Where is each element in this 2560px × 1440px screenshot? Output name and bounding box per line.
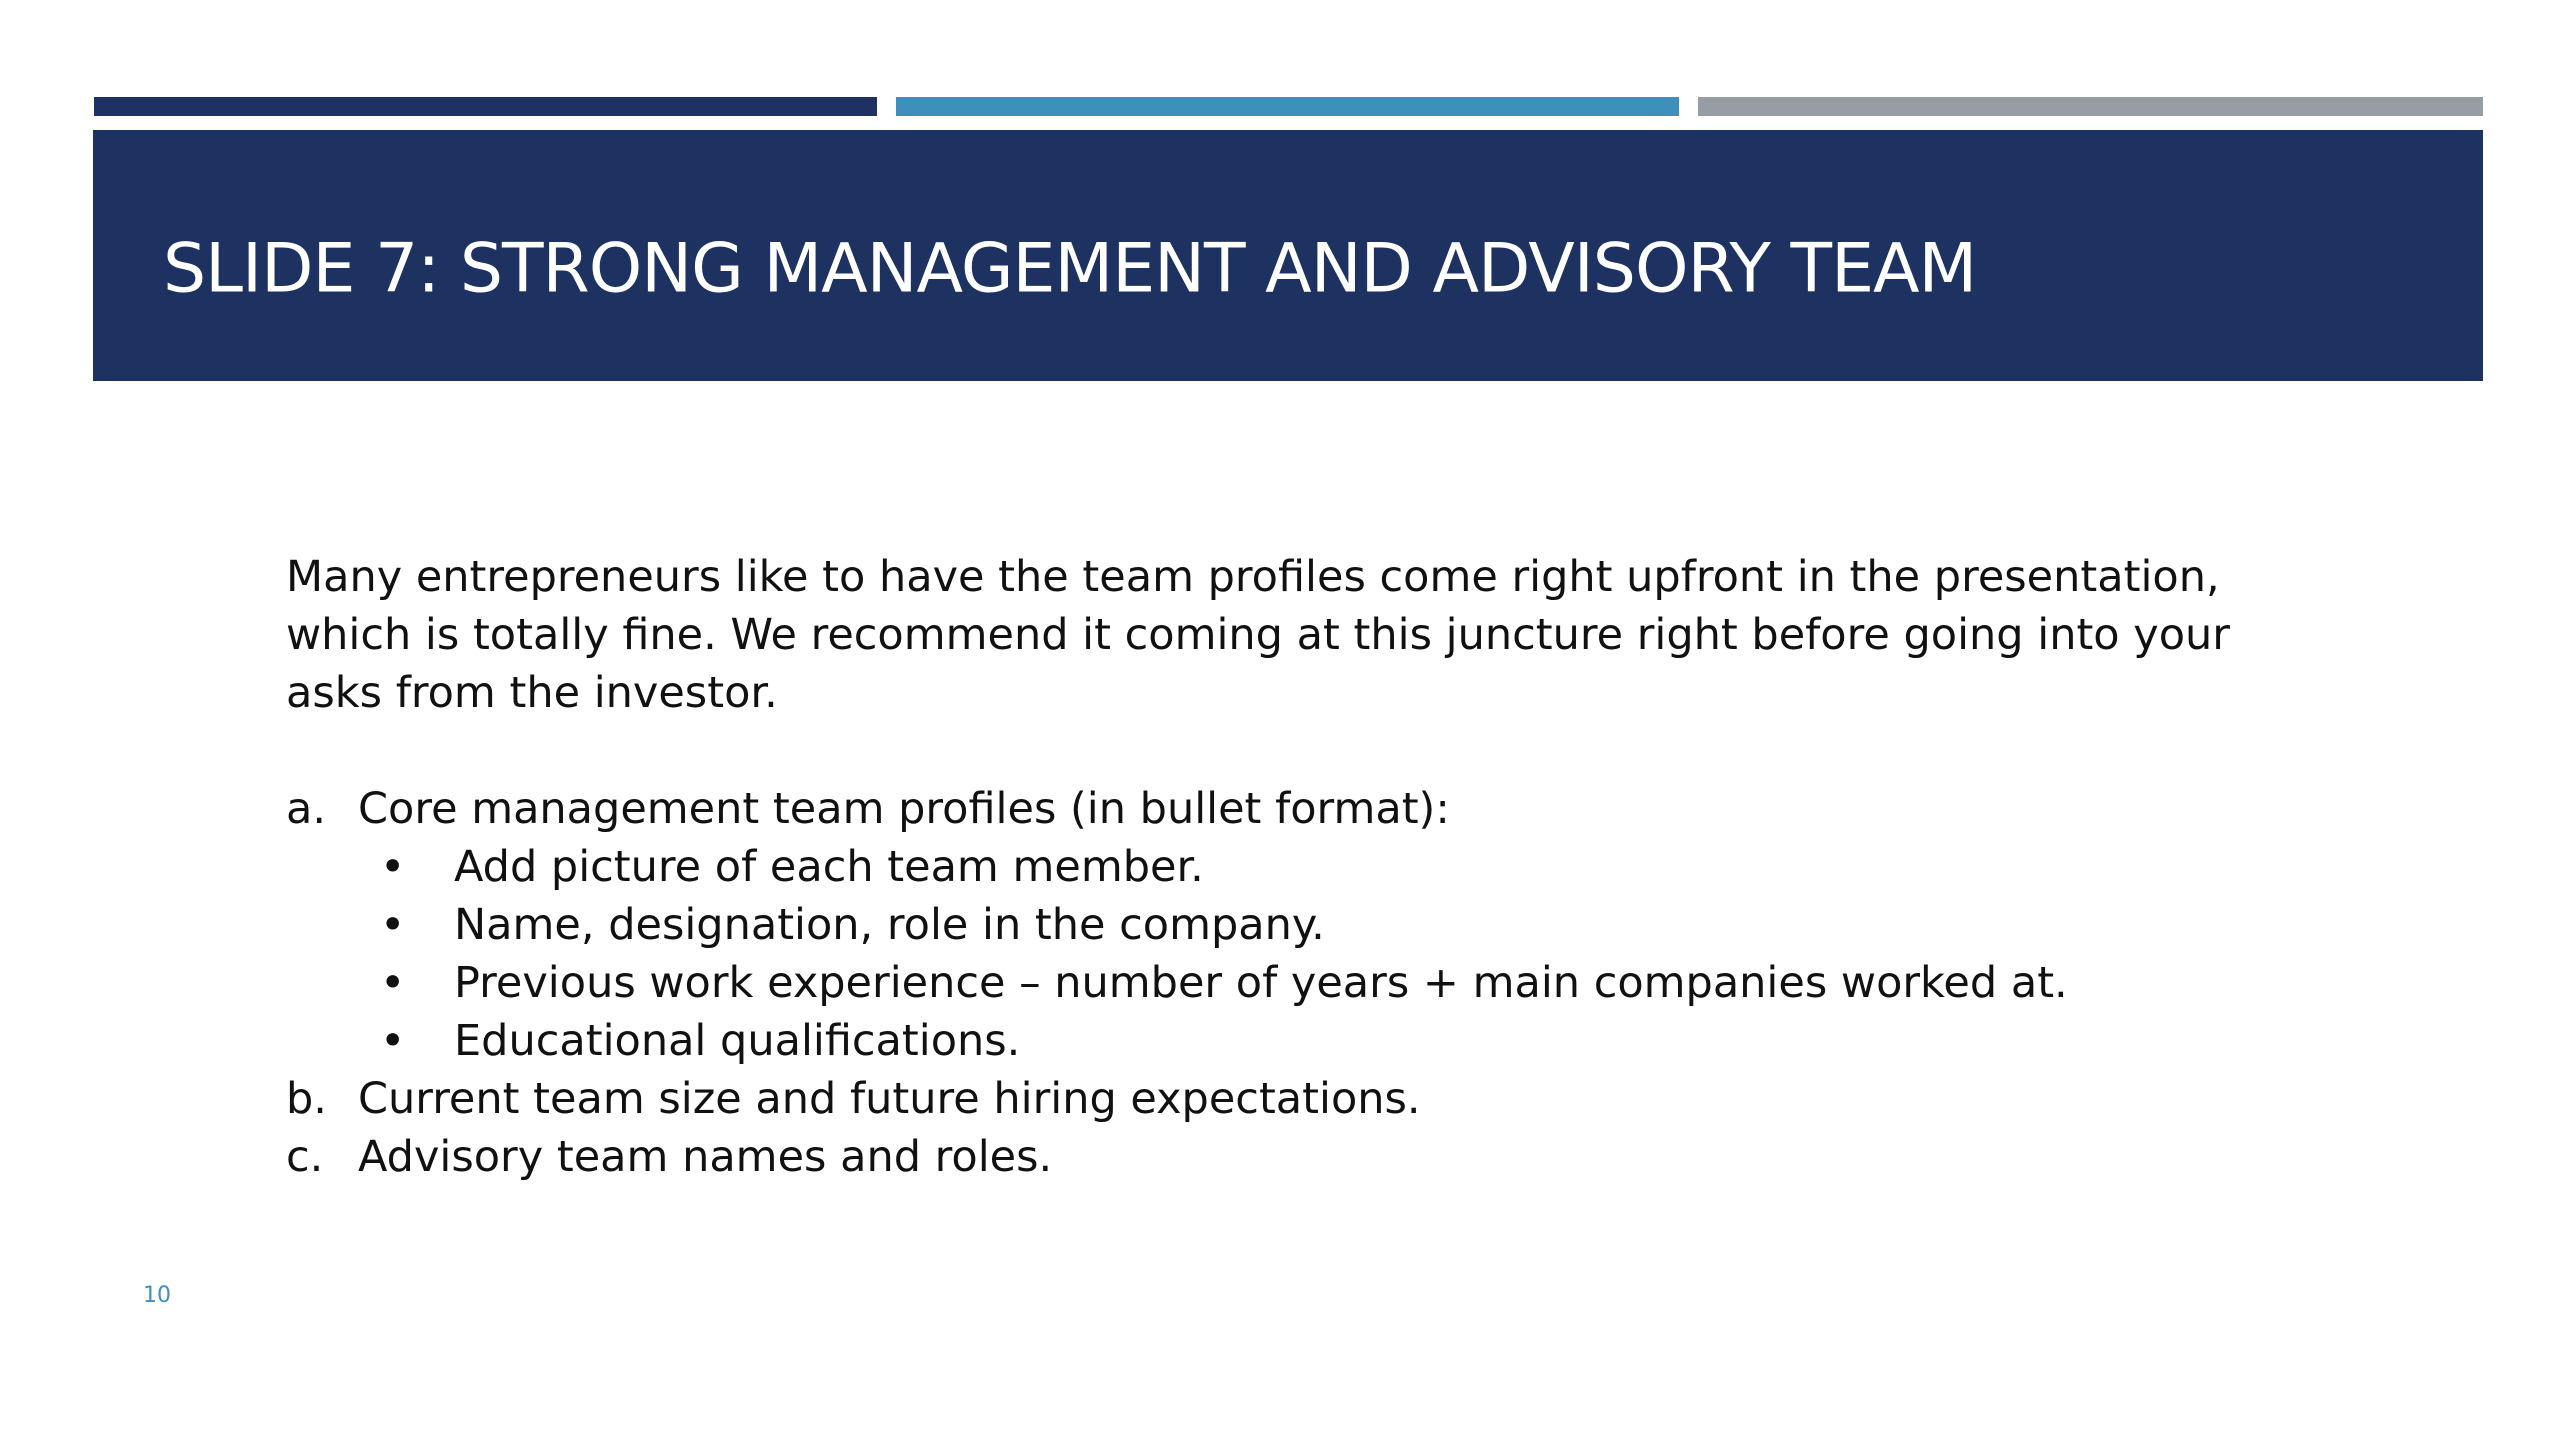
sub-bullet-item xyxy=(358,838,2286,896)
title-band xyxy=(93,130,2483,381)
bullet-icon: • xyxy=(380,958,406,1008)
list-item-c-text: Advisory team names and roles. xyxy=(358,1132,1053,1182)
list-item-c xyxy=(286,1128,2286,1186)
slide-body xyxy=(286,548,2286,1186)
sub-bullet-text: Add picture of each team member. xyxy=(454,842,1204,892)
accent-bar-blue xyxy=(896,97,1679,116)
slide-title: SLIDE 7: STRONG MANAGEMENT AND ADVISORY TEAM xyxy=(163,229,1977,309)
list-marker-c: c. xyxy=(286,1132,324,1182)
list-item-a xyxy=(286,780,2286,1070)
sub-bullet-text: Previous work experience – number of years + main companies worked at. xyxy=(454,958,2068,1008)
intro-paragraph: Many entrepreneurs like to have the team profiles come right upfront in the presentation, which is totally fine. We recommend it coming at this juncture right before going into your asks from the investor. xyxy=(286,552,2230,718)
sub-bullet-item xyxy=(358,1012,2286,1070)
sub-bullet-text: Educational qualifications. xyxy=(454,1016,1021,1066)
list-marker-a: a. xyxy=(286,784,327,834)
bullet-icon: • xyxy=(380,842,406,892)
list-item-a-text: Core management team profiles (in bullet format): xyxy=(358,784,1450,834)
list-item-b xyxy=(286,1070,2286,1128)
bullet-icon: • xyxy=(380,1016,406,1066)
sub-bullet-text: Name, designation, role in the company. xyxy=(454,900,1325,950)
list-item-b-text: Current team size and future hiring expectations. xyxy=(358,1074,1421,1124)
list-marker-b: b. xyxy=(286,1074,327,1124)
bullet-icon: • xyxy=(380,900,406,950)
sub-bullet-item xyxy=(358,954,2286,1012)
accent-bar-navy xyxy=(94,97,877,116)
sub-bullet-item xyxy=(358,896,2286,954)
accent-bar-gray xyxy=(1698,97,2483,116)
sub-bullet-list xyxy=(358,838,2286,1070)
page-number: 10 xyxy=(143,1283,171,1308)
main-list xyxy=(286,780,2286,1186)
